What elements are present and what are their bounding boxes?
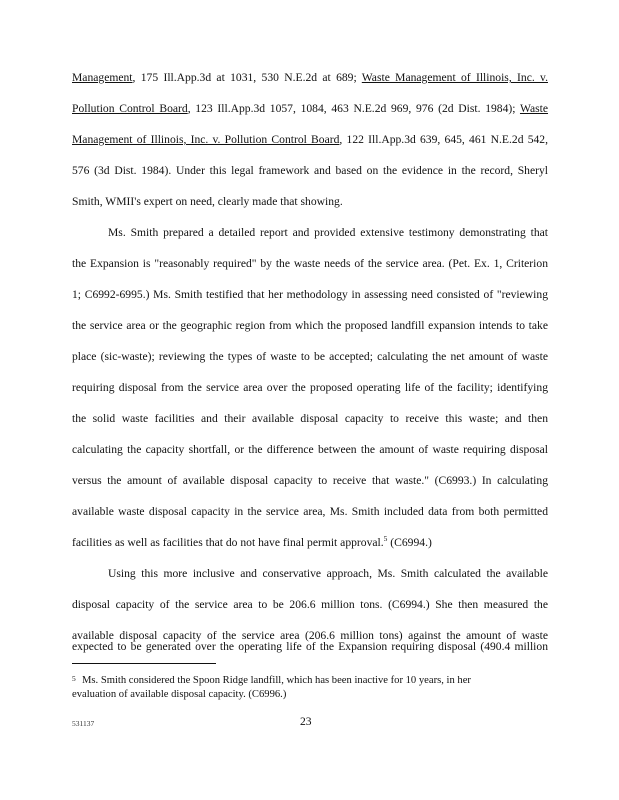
body-line: 576 (3d Dist. 1984). Under this legal framework and based on the evidence in the record, Sheryl [72, 164, 548, 177]
footnote-marker: 5 [72, 674, 76, 683]
body-line: calculating the capacity shortfall, or the difference between the amount of waste requiring disposal [72, 443, 548, 456]
document-id: 531137 [72, 719, 95, 728]
body-line: the solid waste facilities and their available disposal capacity to receive this waste; and then [72, 412, 548, 425]
case-citation: Waste [519, 102, 549, 115]
body-line: the service area or the geographic region from which the proposed landfill expansion intends to take [72, 319, 548, 332]
paragraph-first-line: Ms. Smith prepared a detailed report and provided extensive testimony demonstrating that [108, 226, 548, 239]
case-citation: Pollution Control Board [72, 102, 188, 115]
footnote-text: evaluation of available disposal capacity. (C6996.) [72, 689, 287, 700]
footnote-divider [72, 663, 216, 664]
case-citation: Management of Illinois, Inc. v. Pollution Control Board [72, 133, 340, 146]
body-line: Smith, WMII's expert on need, clearly made that showing. [72, 195, 343, 208]
body-line: the Expansion is "reasonably required" by the waste needs of the service area. (Pet. Ex. 1, Criterion [72, 257, 548, 270]
body-line: facilities as well as facilities that do not have final permit approval.$^5$ (C6994.) [72, 534, 432, 549]
page-number: 23 [300, 715, 312, 728]
body-line: available disposal capacity of the service area (206.6 million tons) against the amount of waste [72, 629, 548, 642]
body-line: 1; C6992-6995.) Ms. Smith testified that her methodology in assessing need consisted of "reviewing [72, 288, 548, 301]
case-citation: Waste Management of Illinois, Inc. v. [361, 71, 548, 84]
paragraph-first-line: Using this more inclusive and conservative approach, Ms. Smith calculated the available [108, 567, 548, 580]
body-line: available waste disposal capacity in the service area, Ms. Smith included data from both permitted [72, 505, 548, 518]
body-line: Management of Illinois, Inc. v. Pollution Control Board, 122 Ill.App.3d 639, 645, 461 N.E.2d 542, [72, 133, 548, 146]
body-line: requiring disposal from the service area over the proposed operating life of the facility; identifying [72, 381, 548, 394]
body-line: Management, 175 Ill.App.3d at 1031, 530 N.E.2d at 689; Waste Management of Illinois, Inc. v. [72, 71, 548, 84]
footnote-reference[interactable]: 5 [383, 534, 388, 544]
body-line: Pollution Control Board, 123 Ill.App.3d 1057, 1084, 463 N.E.2d 969, 976 (2d Dist. 1984); Waste [72, 102, 549, 115]
body-line: versus the amount of available disposal capacity to receive that waste." (C6993.) In calculating [72, 474, 548, 487]
case-citation: Management [72, 71, 133, 84]
body-line: disposal capacity of the service area to be 206.6 million tons. (C6994.) She then measured the [72, 598, 548, 611]
footnote-text: Ms. Smith considered the Spoon Ridge landfill, which has been inactive for 10 years, in her [82, 675, 471, 686]
body-line: place (sic-waste); reviewing the types of waste to be accepted; calculating the net amount of waste [72, 350, 548, 363]
body-line: expected to be generated over the operating life of the Expansion requiring disposal (490.4 million [72, 640, 548, 653]
